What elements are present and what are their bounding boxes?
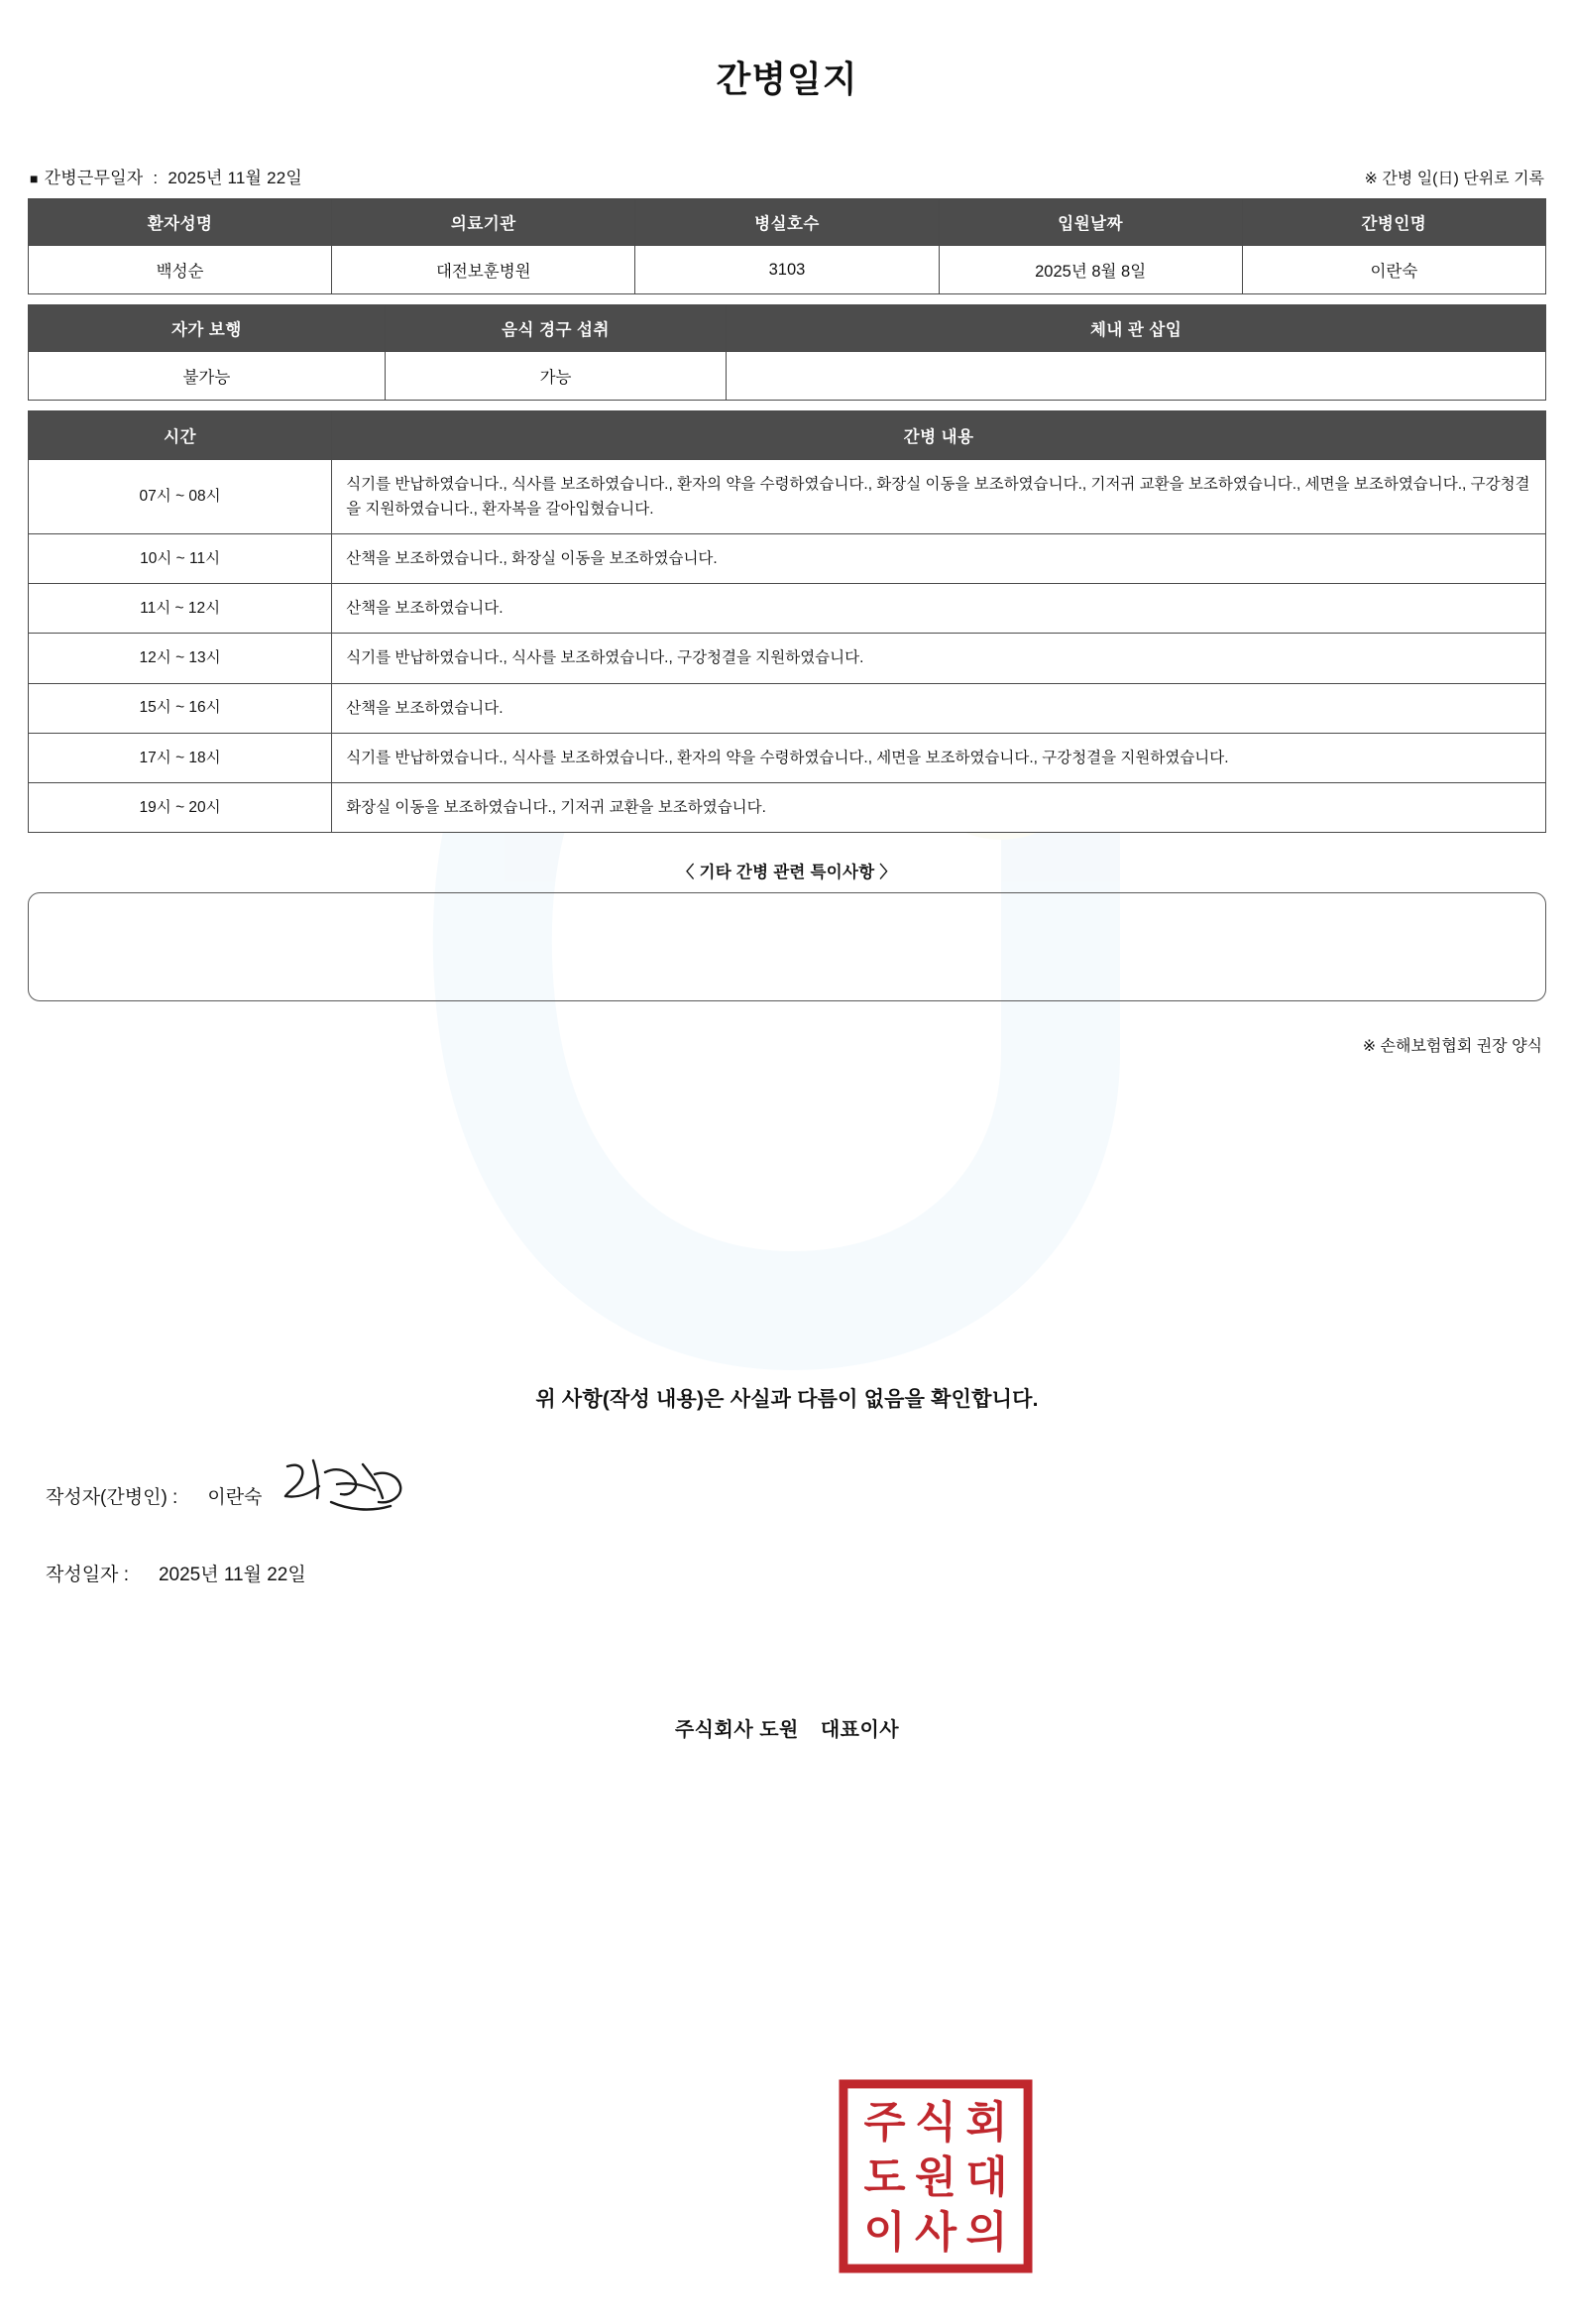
table-row bbox=[29, 733, 1546, 782]
unit-note: ※ 간병 일(日) 단위로 기록 bbox=[1364, 171, 1544, 187]
care-log-content: 식기를 반납하였습니다., 식사를 보조하였습니다., 구강청결을 지원하였습니다. bbox=[332, 634, 1546, 683]
table-row bbox=[29, 246, 1546, 294]
table-header-row bbox=[29, 199, 1546, 246]
care-log-content: 산책을 보조하였습니다. bbox=[332, 584, 1546, 634]
svg-text:이: 이 bbox=[863, 2209, 906, 2258]
care-log-content: 식기를 반납하였습니다., 식사를 보조하였습니다., 환자의 약을 수령하였습니다., 세면을 보조하였습니다., 구강청결을 지원하였습니다. bbox=[332, 733, 1546, 782]
confirmation-statement: 위 사항(작성 내용)은 사실과 다름이 없음을 확인합니다. bbox=[535, 1387, 1039, 1411]
value-room-number: 3103 bbox=[635, 246, 939, 294]
header-self-ambulation: 자가 보행 bbox=[29, 305, 386, 352]
care-log-time: 10시 ~ 11시 bbox=[29, 534, 332, 584]
header-oral-intake: 음식 경구 섭취 bbox=[385, 305, 726, 352]
svg-text:원: 원 bbox=[914, 2153, 957, 2202]
table-row bbox=[29, 634, 1546, 683]
author-row bbox=[46, 1460, 1546, 1532]
header-caregiver-name: 간병인명 bbox=[1242, 199, 1545, 246]
header-admission-date: 입원날짜 bbox=[939, 199, 1242, 246]
care-log-table bbox=[28, 410, 1546, 833]
value-hospital: 대전보훈병원 bbox=[332, 246, 635, 294]
care-log-time: 07시 ~ 08시 bbox=[29, 460, 332, 534]
value-oral-intake: 가능 bbox=[385, 352, 726, 401]
patient-info-table bbox=[28, 198, 1546, 294]
header-hospital: 의료기관 bbox=[332, 199, 635, 246]
care-log-time: 11시 ~ 12시 bbox=[29, 584, 332, 634]
form-source-note: ※ 손해보험협회 권장 양식 bbox=[1362, 1037, 1542, 1055]
care-log-time: 12시 ~ 13시 bbox=[29, 634, 332, 683]
care-log-time: 15시 ~ 16시 bbox=[29, 683, 332, 733]
svg-text:의: 의 bbox=[965, 2209, 1008, 2258]
table-header-row bbox=[29, 411, 1546, 460]
author-label: 작성자(간병인) : bbox=[46, 1487, 178, 1509]
work-date-value: 2025년 11월 22일 bbox=[168, 169, 303, 187]
company-seal-stamp-icon bbox=[838, 2078, 1034, 2274]
table-row bbox=[29, 352, 1546, 401]
table-row bbox=[29, 584, 1546, 634]
patient-status-table bbox=[28, 304, 1546, 401]
company-name: 주식회사 도원 bbox=[674, 1718, 799, 1741]
company-line bbox=[28, 1713, 1546, 1742]
header-time: 시간 bbox=[29, 411, 332, 460]
work-date-label: 간병근무일자 bbox=[44, 169, 144, 187]
value-admission-date: 2025년 8월 8일 bbox=[939, 246, 1242, 294]
table-header-row bbox=[29, 305, 1546, 352]
company-role: 대표이사 bbox=[820, 1718, 900, 1741]
value-self-ambulation: 불가능 bbox=[29, 352, 386, 401]
svg-text:대: 대 bbox=[965, 2153, 1008, 2202]
care-log-time: 19시 ~ 20시 bbox=[29, 782, 332, 832]
care-log-content: 산책을 보조하였습니다. bbox=[332, 683, 1546, 733]
notes-box[interactable] bbox=[28, 892, 1546, 1001]
header-care-content: 간병 내용 bbox=[332, 411, 1546, 460]
svg-text:주: 주 bbox=[863, 2099, 906, 2148]
care-log-content: 산책을 보조하였습니다., 화장실 이동을 보조하였습니다. bbox=[332, 534, 1546, 584]
value-tube-insertion bbox=[727, 352, 1546, 401]
date-row bbox=[46, 1560, 1546, 1586]
header-room-number: 병실호수 bbox=[635, 199, 939, 246]
notes-title: 〈 기타 간병 관련 특이사항 〉 bbox=[677, 863, 897, 881]
header-tube-insertion: 체내 관 삽입 bbox=[727, 305, 1546, 352]
value-patient-name: 백성순 bbox=[29, 246, 332, 294]
table-row bbox=[29, 460, 1546, 534]
meta-row bbox=[28, 164, 1546, 188]
svg-text:회: 회 bbox=[965, 2099, 1008, 2148]
work-date-separator: : bbox=[153, 169, 159, 187]
svg-text:식: 식 bbox=[914, 2099, 957, 2148]
date-label: 작성일자 : bbox=[46, 1564, 129, 1585]
date-value: 2025년 11월 22일 bbox=[158, 1564, 306, 1585]
table-row bbox=[29, 782, 1546, 832]
care-log-content: 식기를 반납하였습니다., 식사를 보조하였습니다., 환자의 약을 수령하였습니다., 화장실 이동을 보조하였습니다., 기저귀 교환을 보조하였습니다., 세면을 보조하였습니다., 구강청결을 지원하였습니다., 환자복을 갈아입혔습니다. bbox=[332, 460, 1546, 534]
handwritten-signature-icon bbox=[280, 1454, 408, 1526]
svg-text:사: 사 bbox=[914, 2209, 957, 2258]
document-page bbox=[0, 52, 1574, 1742]
value-caregiver-name: 이란숙 bbox=[1242, 246, 1545, 294]
table-row bbox=[29, 534, 1546, 584]
signature-block bbox=[28, 1460, 1546, 1586]
page-title: 간병일지 bbox=[716, 58, 858, 99]
svg-text:도: 도 bbox=[863, 2153, 906, 2202]
work-date-block bbox=[30, 164, 302, 188]
header-patient-name: 환자성명 bbox=[29, 199, 332, 246]
author-value: 이란숙 bbox=[207, 1487, 263, 1509]
care-log-content: 화장실 이동을 보조하였습니다., 기저귀 교환을 보조하였습니다. bbox=[332, 782, 1546, 832]
square-bullet-icon: ■ bbox=[30, 171, 39, 186]
table-row bbox=[29, 683, 1546, 733]
care-log-time: 17시 ~ 18시 bbox=[29, 733, 332, 782]
